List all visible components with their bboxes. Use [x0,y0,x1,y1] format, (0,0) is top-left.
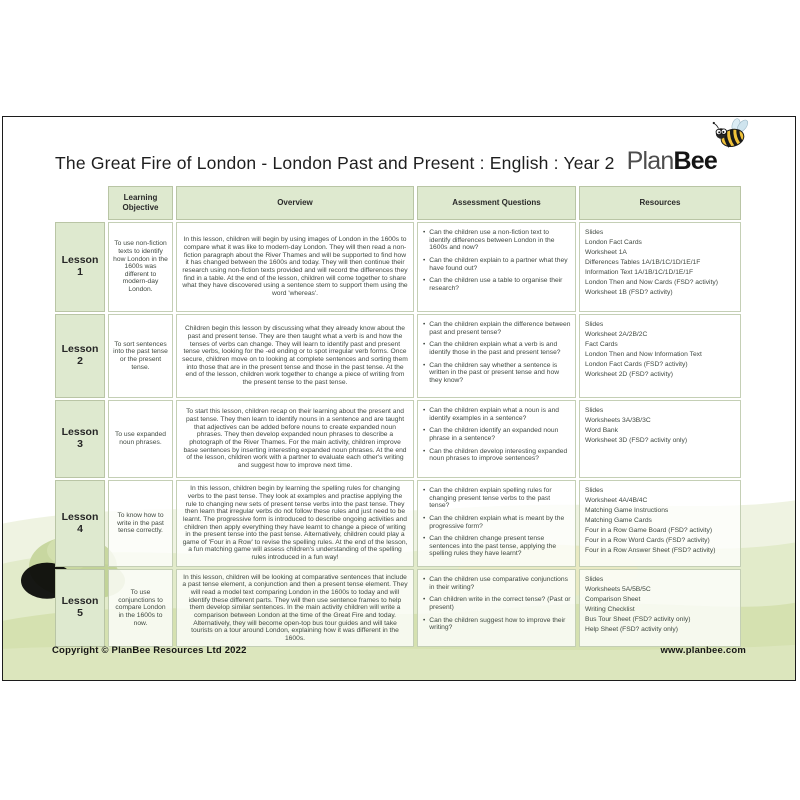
resource-item: Matching Game Instructions [585,507,669,515]
question-item [423,362,571,385]
table-row [55,222,741,312]
resource-item: Slides [585,407,604,414]
bullet-icon: • [423,341,426,349]
overview-cell: In this lesson, children will be looking at comparative sentences that include a past tense element, a conjunction and then a present tense element. They will read a model text comparing London in the 1600s to today and will identify these different parts. They will then use sentence frames to help them develop similar sentences. In the main activity children will write a comparison between London at the time of the Great Fire and today. Alternatively, they will become open-top bus tour guides and will take tourists on a tour around London, explaining how it was different in the 1600s. [176,569,414,647]
bullet-icon: • [423,514,426,522]
question-text: Can the children explain spelling rules for changing present tense verbs to the past tense? [429,487,552,510]
resource-item: Four in a Row Word Cards (FSD? activity) [585,537,710,545]
question-item [423,576,571,591]
bullet-icon: • [423,535,426,543]
col-header-resources: Resources [579,186,741,220]
copyright-text: Copyright © PlanBee Resources Ltd 2022 [52,645,247,656]
bullet-icon: • [423,277,426,285]
resource-item: London Fact Cards [585,239,642,247]
question-text: Can children write in the correct tense? (Past or present) [429,596,571,612]
question-text: Can the children use a non-fiction text to identify differences between London in the 1600s and now? [429,229,555,252]
learning-objective-cell: To use non-fiction texts to identify how London in the 1600s was different to modern-day London. [108,222,173,312]
resource-item: Worksheets 5A/5B/5C [585,586,651,594]
bullet-icon: • [423,321,426,328]
assessment-questions-cell [417,480,576,567]
question-item [423,257,571,272]
question-item [423,535,571,558]
lesson-label: Lesson 1 [55,222,105,312]
resource-item: Worksheets 3A/3B/3C [585,417,651,425]
document-footer [52,645,746,656]
learning-objective-cell: To use expanded noun phrases. [108,400,173,478]
resource-item: Help Sheet (FSD? activity only) [585,626,678,634]
question-item [423,229,571,252]
empty-header-cell [55,186,105,220]
overview-cell: To start this lesson, children recap on their learning about the present and past tense. They then learn to identify nouns in a sentence and are taught that adjectives can be added before nouns to create expanded noun phrases. They then develop expanded noun phrases to describe a photograph of the River Thames. For the main activity, children improve base sentences by inserting interesting expanded noun phrases. At the end of the lesson, children work with a partner to evaluate each other's writing and suggest how to improve next time. [176,400,414,478]
resource-item: Bus Tour Sheet (FSD? activity only) [585,616,691,624]
assessment-questions-cell [417,222,576,312]
question-text: Can the children suggest how to improve their writing? [429,616,566,632]
table-row [55,314,741,398]
resource-item: Slides [585,321,604,328]
resource-item: Slides [585,229,604,236]
table-header-row [55,186,741,220]
resource-item: London Then and Now Cards (FSD? activity) [585,279,718,287]
bullet-icon: • [423,447,426,455]
question-text: Can the children use comparative conjunctions in their writing? [429,576,568,591]
question-item [423,407,571,422]
resource-item: Matching Game Cards [585,517,652,525]
lesson-plan-page [2,116,796,681]
overview-cell: Children begin this lesson by discussing what they already know about the past and present tense. They are then taught what a verb is and how the tenses of verbs can change. They will learn to identify past and present tense verbs, looking for the -ed ending or to spot irregular verb forms. Once secure, children move on to looking at complete sentences and sorting them into those that are in the present tense and those in the past tense. At the end of the lesson, children work together to change a piece of writing from the present tense to the past tense. [176,314,414,398]
question-text: Can the children explain what is meant by the progressive form? [429,514,565,530]
question-item [423,617,571,632]
resources-cell [579,480,741,567]
assessment-questions-cell [417,314,576,398]
overview-cell: In this lesson, children will begin by using images of London in the 1600s to compare what it was like to modern-day London. They will then read a non-fiction paragraph about the River Thames and will be supported to find how it has changed between the 1600s and today. They will then continue their research using non-fiction texts provided and will record the differences they find in a table. At the end of the lesson, children will come together to share what they have discovered using a sentence stem to support them using the word 'whereas'. [176,222,414,312]
resource-item: Worksheet 1A [585,249,627,257]
resource-item: Fact Cards [585,341,618,349]
resource-item: Worksheet 4A/4B/4C [585,497,648,505]
logo-text-bee: Bee [673,147,717,175]
resources-cell [579,400,741,478]
question-item [423,515,571,530]
learning-objective-cell: To use conjunctions to compare London in the 1600s to now. [108,569,173,647]
bullet-icon: • [423,229,426,236]
question-item [423,427,571,442]
question-text: Can the children say whether a sentence is written in the past or present tense and how they know? [429,361,560,384]
bullet-icon: • [423,576,426,584]
lesson-plan-table [52,184,744,649]
website-text: www.planbee.com [660,645,746,656]
question-text: Can the children explain to a partner what they have found out? [429,256,568,272]
resource-item: Worksheet 3D (FSD? activity only) [585,437,688,445]
bee-icon [711,117,751,151]
resource-item: Writing Checklist [585,606,635,614]
resources-cell [579,569,741,647]
question-text: Can the children use a table to organise their research? [429,277,563,292]
question-text: Can the children explain what a verb is and identify those in the past and present tense? [429,341,561,356]
resource-item: Word Bank [585,427,618,435]
table-row [55,480,741,567]
bullet-icon: • [423,407,426,414]
resource-item: Differences Tables 1A/1B/1C/1D/1E/1F [585,259,701,267]
bullet-icon: • [423,256,426,264]
col-header-overview: Overview [176,186,414,220]
resource-item: Information Text 1A/1B/1C/1D/1E/1F [585,269,694,277]
resource-item: Comparison Sheet [585,596,641,604]
resource-item: Slides [585,487,604,494]
resource-item: Worksheet 2D (FSD? activity) [585,371,673,379]
resource-item: Worksheet 2A/2B/2C [585,331,648,339]
learning-objective-cell: To know how to write in the past tense correctly. [108,480,173,567]
resources-cell [579,222,741,312]
learning-objective-cell: To sort sentences into the past tense or the present tense. [108,314,173,398]
resource-item: Four in a Row Answer Sheet (FSD? activity) [585,547,716,555]
question-text: Can the children develop interesting expanded noun phrases to improve sentences? [429,447,568,463]
table-row [55,569,741,647]
question-item [423,596,571,611]
question-text: Can the children explain the difference between past and present tense? [429,321,571,336]
bullet-icon: • [423,487,426,494]
page-title: The Great Fire of London - London Past and Present : English : Year 2 [55,153,615,173]
question-item [423,277,571,292]
question-item [423,487,571,510]
question-item [423,448,571,463]
lesson-label: Lesson 2 [55,314,105,398]
question-item [423,341,571,356]
question-text: Can the children change present tense sentences into the past tense, applying the spelling rules they have learnt? [429,535,557,558]
table-row [55,400,741,478]
col-header-assessment-questions: Assessment Questions [417,186,576,220]
question-text: Can the children identify an expanded noun phrase in a sentence? [429,427,559,442]
resource-item: London Fact Cards (FSD? activity) [585,361,688,369]
assessment-questions-cell [417,400,576,478]
logo-text-plan: Plan [626,147,674,175]
bullet-icon: • [423,616,426,624]
resource-item: London Then and Now Information Text [585,351,702,359]
bullet-icon: • [423,361,426,369]
col-header-learning-objective: Learning Objective [108,186,173,220]
lesson-label: Lesson 4 [55,480,105,567]
overview-cell: In this lesson, children begin by learning the spelling rules for changing verbs to the past tense. They look at examples and practise applying the rule to changing new sets of present tense verbs into the past tense. They then learn that irregular verbs do not follow these rules and just need to be learnt. The progressive form is introduced to describe ongoing activities and children then apply everything they have learnt to change a piece of writing in the present tense into the past tense. Alternatively, children could play a game of 'Four in a Row' to revise the spelling rules. At the end of the lesson, a fun matching game will assess children's understanding of the spelling rules introduced in a fun way! [176,480,414,567]
assessment-questions-cell [417,569,576,647]
bullet-icon: • [423,596,426,604]
resource-item: Worksheet 1B (FSD? activity) [585,289,673,297]
bullet-icon: • [423,427,426,435]
document-header [3,147,795,176]
resource-item: Four in a Row Game Board (FSD? activity) [585,527,713,535]
planbee-logo [627,147,743,176]
lesson-label: Lesson 5 [55,569,105,647]
resource-item: Slides [585,576,604,584]
question-text: Can the children explain what a noun is and identify examples in a sentence? [429,407,560,422]
question-item [423,321,571,336]
lesson-label: Lesson 3 [55,400,105,478]
resources-cell [579,314,741,398]
